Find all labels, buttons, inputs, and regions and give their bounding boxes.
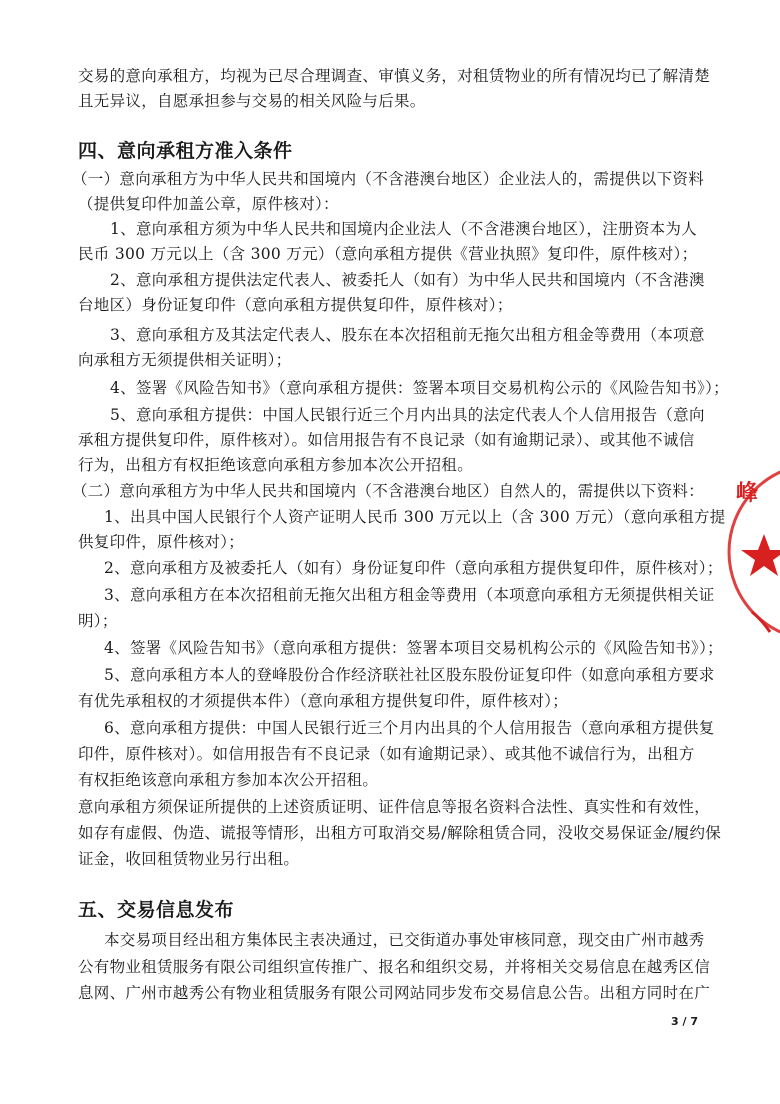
body-line: 承租方提供复印件，原件核对）。如信用报告有不良记录（如有逾期记录）、或其他不诚信 <box>78 431 695 449</box>
body-line: 供复印件，原件核对）； <box>78 533 245 551</box>
page-number: 3 / 7 <box>671 1015 698 1028</box>
body-line: 民币 300 万元以上（含 300 万元）（意向承租方提供《营业执照》复印件，原件核对）； <box>78 245 698 263</box>
body-line: 1、出具中国人民银行个人资产证明人民币 300 万元以上（含 300 万元）（意向承租方提 <box>104 508 726 526</box>
body-line: 公有物业租赁服务有限公司组织宣传推广、报名和组织交易，并将相关交易信息在越秀区信 <box>78 958 711 976</box>
body-line: 向承租方无须提供相关证明）； <box>78 351 292 369</box>
body-line: 3、意向承租方在本次招租前无拖欠出租方租金等费用（本项意向承租方无须提供相关证 <box>104 586 715 604</box>
body-line: 息网、广州市越秀公有物业租赁服务有限公司网站同步发布交易信息公告。出租方同时在广 <box>78 984 711 1002</box>
body-line: 3、意向承租方及其法定代表人、股东在本次招租前无拖欠出租方租金等费用（本项意 <box>110 326 705 344</box>
body-line: （提供复印件加盖公章，原件核对）： <box>78 195 339 213</box>
section-heading-5: 五、交易信息发布 <box>78 899 235 921</box>
body-line: 有权拒绝该意向承租方参加本次公开招租。 <box>78 771 379 789</box>
body-line: 1、意向承租方须为中华人民共和国境内企业法人（不含港澳台地区），注册资本为人 <box>110 220 698 238</box>
body-line: 如存有虚假、伪造、谎报等情形，出租方可取消交易/解除租赁合同，没收交易保证金/履约保 <box>78 824 722 842</box>
body-line: 2、意向承租方及被委托人（如有）身份证复印件（意向承租方提供复印件，原件核对）； <box>104 559 723 577</box>
body-line: 5、意向承租方本人的登峰股份合作经济联社社区股东股份证复印件（如意向承租方要求 <box>104 666 715 684</box>
body-line: 本交易项目经出租方集体民主表决通过，已交街道办事处审核同意，现交由广州市越秀 <box>104 931 705 949</box>
body-line: 交易的意向承租方，均视为已尽合理调查、审慎义务，对租赁物业的所有情况均已了解清楚 <box>78 67 711 85</box>
body-line: 6、意向承租方提供：中国人民银行近三个月内出具的个人信用报告（意向承租方提供复 <box>104 719 715 737</box>
body-line: 5、意向承租方提供：中国人民银行近三个月内出具的法定代表人个人信用报告（意向 <box>110 406 705 424</box>
seal-text: 峰 <box>736 480 759 506</box>
body-line: 台地区）身份证复印件（意向承租方提供复印件，原件核对）； <box>78 296 513 314</box>
body-line: 行为，出租方有权拒绝该意向承租方参加本次公开招租。 <box>78 456 474 474</box>
body-line: 2、意向承租方提供法定代表人、被委托人（如有）为中华人民共和国境内（不含港澳 <box>110 271 705 289</box>
body-line: 4、签署《风险告知书》（意向承租方提供：签署本项目交易机构公示的《风险告知书》）； <box>110 379 729 397</box>
body-line: 有优先承租权的才须提供本件）（意向承租方提供复印件，原件核对）； <box>78 692 569 710</box>
body-line: 证金，收回租赁物业另行出租。 <box>78 850 300 868</box>
section-heading-4: 四、意向承租方准入条件 <box>78 140 293 162</box>
body-line: （二）意向承租方为中华人民共和国境内（不含港澳台地区）自然人的，需提供以下资料： <box>72 482 705 500</box>
body-line: 明）； <box>78 612 118 630</box>
body-line: （一）意向承租方为中华人民共和国境内（不含港澳台地区）企业法人的，需提供以下资料 <box>72 170 705 188</box>
body-line: 4、签署《风险告知书》（意向承租方提供：签署本项目交易机构公示的《风险告知书》）； <box>104 639 723 657</box>
body-line: 印件，原件核对）。如信用报告有不良记录（如有逾期记录）、或其他不诚信行为，出租方 <box>78 745 695 763</box>
body-line: 且无异议，自愿承担参与交易的相关风险与后果。 <box>78 92 426 110</box>
body-line: 意向承租方须保证所提供的上述资质证明、证件信息等报名资料合法性、真实性和有效性， <box>78 798 711 816</box>
